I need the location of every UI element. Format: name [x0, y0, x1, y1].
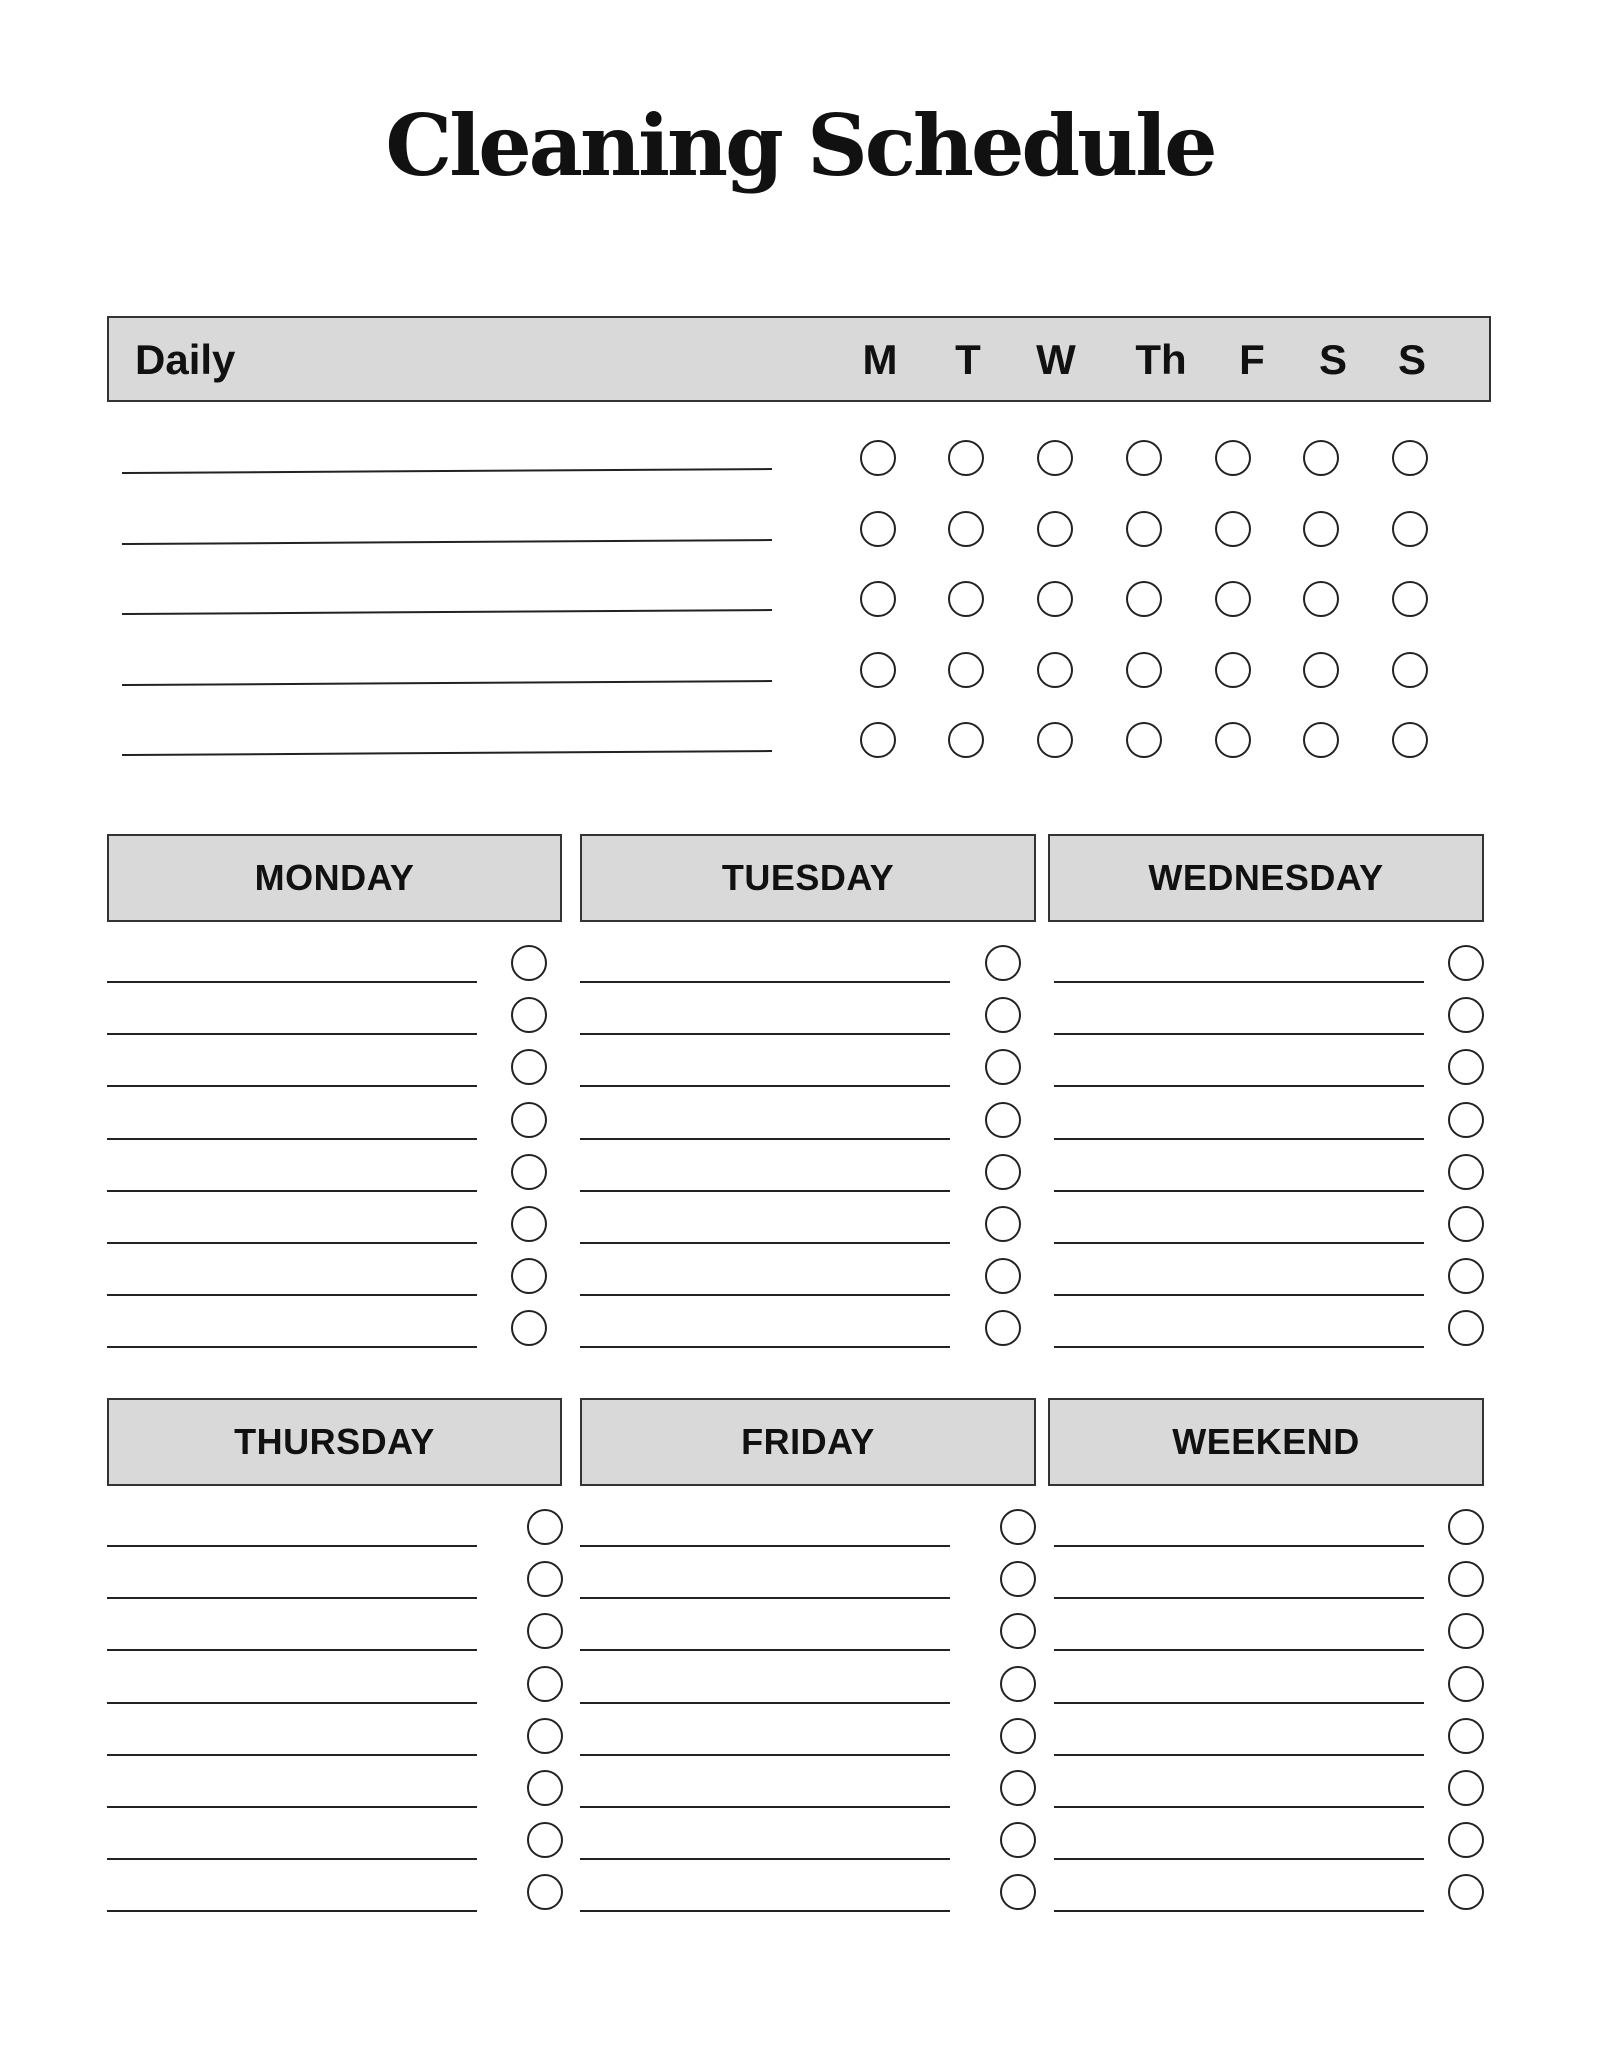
thursday-task-line[interactable]	[107, 1858, 477, 1860]
monday-task-checkbox[interactable]	[511, 1206, 547, 1242]
tuesday-task-checkbox[interactable]	[985, 945, 1021, 981]
friday-task-checkbox[interactable]	[1000, 1718, 1036, 1754]
friday-task-checkbox[interactable]	[1000, 1613, 1036, 1649]
thursday-task-checkbox[interactable]	[527, 1613, 563, 1649]
header-tuesday: TUESDAY	[580, 834, 1036, 922]
thursday-task-checkbox[interactable]	[527, 1770, 563, 1806]
friday-task-line[interactable]	[580, 1545, 950, 1547]
wednesday-task-checkbox[interactable]	[1448, 1206, 1484, 1242]
thursday-task-line[interactable]	[107, 1754, 477, 1756]
daily-checkbox-wednesday[interactable]	[1037, 652, 1073, 688]
tuesday-task-line[interactable]	[580, 1294, 950, 1296]
daily-task-line[interactable]	[122, 609, 772, 615]
weekend-task-line[interactable]	[1054, 1545, 1424, 1547]
weekend-task-line[interactable]	[1054, 1806, 1424, 1808]
wednesday-task-checkbox[interactable]	[1448, 1154, 1484, 1190]
tuesday-task-checkbox[interactable]	[985, 1310, 1021, 1346]
header-weekend: WEEKEND	[1048, 1398, 1484, 1486]
tuesday-task-line[interactable]	[580, 1190, 950, 1192]
daily-checkbox-saturday[interactable]	[1303, 722, 1339, 758]
wednesday-task-line[interactable]	[1054, 981, 1424, 983]
monday-task-line[interactable]	[107, 1242, 477, 1244]
friday-task-line[interactable]	[580, 1754, 950, 1756]
daily-task-line[interactable]	[122, 750, 772, 756]
monday-task-checkbox[interactable]	[511, 1102, 547, 1138]
friday-task-checkbox[interactable]	[1000, 1874, 1036, 1910]
daily-checkbox-wednesday[interactable]	[1037, 722, 1073, 758]
tuesday-task-line[interactable]	[580, 1346, 950, 1348]
daily-header	[107, 316, 1491, 402]
daily-task-line[interactable]	[122, 539, 772, 545]
daily-checkbox-thursday[interactable]	[1126, 581, 1162, 617]
daily-checkbox-friday[interactable]	[1215, 440, 1251, 476]
daily-checkbox-monday[interactable]	[860, 652, 896, 688]
daily-checkbox-tuesday[interactable]	[948, 511, 984, 547]
wednesday-task-line[interactable]	[1054, 1138, 1424, 1140]
thursday-task-checkbox[interactable]	[527, 1509, 563, 1545]
wednesday-task-checkbox[interactable]	[1448, 1310, 1484, 1346]
day-wednesday: W	[1036, 336, 1076, 383]
daily-checkbox-tuesday[interactable]	[948, 581, 984, 617]
daily-checkbox-monday[interactable]	[860, 722, 896, 758]
weekend-task-line[interactable]	[1054, 1597, 1424, 1599]
wednesday-task-line[interactable]	[1054, 1294, 1424, 1296]
monday-task-line[interactable]	[107, 981, 477, 983]
daily-checkbox-thursday[interactable]	[1126, 652, 1162, 688]
tuesday-task-checkbox[interactable]	[985, 1206, 1021, 1242]
wednesday-task-line[interactable]	[1054, 1085, 1424, 1087]
thursday-task-line[interactable]	[107, 1806, 477, 1808]
daily-checkbox-wednesday[interactable]	[1037, 511, 1073, 547]
weekend-task-line[interactable]	[1054, 1858, 1424, 1860]
thursday-task-checkbox[interactable]	[527, 1822, 563, 1858]
thursday-task-line[interactable]	[107, 1702, 477, 1704]
daily-checkbox-tuesday[interactable]	[948, 440, 984, 476]
tuesday-task-checkbox[interactable]	[985, 997, 1021, 1033]
friday-task-line[interactable]	[580, 1702, 950, 1704]
monday-task-checkbox[interactable]	[511, 1154, 547, 1190]
daily-checkbox-thursday[interactable]	[1126, 440, 1162, 476]
daily-checkbox-friday[interactable]	[1215, 652, 1251, 688]
friday-task-checkbox[interactable]	[1000, 1770, 1036, 1806]
day-saturday: S	[1318, 336, 1347, 383]
weekend-task-line[interactable]	[1054, 1649, 1424, 1651]
daily-checkbox-saturday[interactable]	[1303, 440, 1339, 476]
weekend-task-checkbox[interactable]	[1448, 1770, 1484, 1806]
daily-checkbox-friday[interactable]	[1215, 581, 1251, 617]
weekend-task-checkbox[interactable]	[1448, 1666, 1484, 1702]
wednesday-task-line[interactable]	[1054, 1033, 1424, 1035]
tuesday-task-line[interactable]	[580, 1242, 950, 1244]
daily-checkbox-tuesday[interactable]	[948, 652, 984, 688]
friday-task-checkbox[interactable]	[1000, 1822, 1036, 1858]
daily-checkbox-wednesday[interactable]	[1037, 581, 1073, 617]
tuesday-task-line[interactable]	[580, 981, 950, 983]
wednesday-task-checkbox[interactable]	[1448, 1102, 1484, 1138]
daily-task-line[interactable]	[122, 680, 772, 686]
daily-checkbox-thursday[interactable]	[1126, 722, 1162, 758]
daily-checkbox-friday[interactable]	[1215, 511, 1251, 547]
daily-checkbox-wednesday[interactable]	[1037, 440, 1073, 476]
tuesday-task-line[interactable]	[580, 1138, 950, 1140]
header-wednesday: WEDNESDAY	[1048, 834, 1484, 922]
friday-task-checkbox[interactable]	[1000, 1666, 1036, 1702]
friday-task-checkbox[interactable]	[1000, 1561, 1036, 1597]
daily-checkbox-monday[interactable]	[860, 511, 896, 547]
daily-checkbox-monday[interactable]	[860, 440, 896, 476]
day-monday: M	[862, 336, 898, 383]
daily-checkbox-sunday[interactable]	[1392, 652, 1428, 688]
monday-task-line[interactable]	[107, 1346, 477, 1348]
weekend-task-checkbox[interactable]	[1448, 1874, 1484, 1910]
friday-task-line[interactable]	[580, 1649, 950, 1651]
weekend-task-checkbox[interactable]	[1448, 1613, 1484, 1649]
daily-checkbox-friday[interactable]	[1215, 722, 1251, 758]
friday-task-line[interactable]	[580, 1858, 950, 1860]
thursday-task-line[interactable]	[107, 1545, 477, 1547]
tuesday-task-line[interactable]	[580, 1085, 950, 1087]
daily-checkbox-saturday[interactable]	[1303, 581, 1339, 617]
daily-checkbox-saturday[interactable]	[1303, 652, 1339, 688]
friday-task-checkbox[interactable]	[1000, 1509, 1036, 1545]
weekend-task-line[interactable]	[1054, 1910, 1424, 1912]
daily-task-line[interactable]	[122, 468, 772, 474]
daily-checkbox-sunday[interactable]	[1392, 440, 1428, 476]
thursday-task-checkbox[interactable]	[527, 1666, 563, 1702]
weekend-task-line[interactable]	[1054, 1754, 1424, 1756]
daily-checkbox-sunday[interactable]	[1392, 581, 1428, 617]
day-friday: F	[1239, 336, 1265, 383]
monday-task-checkbox[interactable]	[511, 1049, 547, 1085]
monday-task-line[interactable]	[107, 1294, 477, 1296]
monday-task-line[interactable]	[107, 1190, 477, 1192]
daily-checkbox-tuesday[interactable]	[948, 722, 984, 758]
weekend-task-checkbox[interactable]	[1448, 1561, 1484, 1597]
friday-task-line[interactable]	[580, 1597, 950, 1599]
thursday-task-line[interactable]	[107, 1597, 477, 1599]
monday-task-line[interactable]	[107, 1085, 477, 1087]
monday-task-checkbox[interactable]	[511, 1310, 547, 1346]
thursday-task-checkbox[interactable]	[527, 1561, 563, 1597]
tuesday-task-checkbox[interactable]	[985, 1049, 1021, 1085]
friday-task-line[interactable]	[580, 1910, 950, 1912]
monday-task-checkbox[interactable]	[511, 997, 547, 1033]
tuesday-task-checkbox[interactable]	[985, 1102, 1021, 1138]
thursday-task-checkbox[interactable]	[527, 1718, 563, 1754]
header-thursday: THURSDAY	[107, 1398, 562, 1486]
weekend-task-line[interactable]	[1054, 1702, 1424, 1704]
header-friday: FRIDAY	[580, 1398, 1036, 1486]
daily-checkbox-monday[interactable]	[860, 581, 896, 617]
daily-checkbox-thursday[interactable]	[1126, 511, 1162, 547]
thursday-task-line[interactable]	[107, 1910, 477, 1912]
weekend-task-checkbox[interactable]	[1448, 1718, 1484, 1754]
thursday-task-line[interactable]	[107, 1649, 477, 1651]
monday-task-line[interactable]	[107, 1033, 477, 1035]
daily-checkbox-sunday[interactable]	[1392, 722, 1428, 758]
tuesday-task-checkbox[interactable]	[985, 1154, 1021, 1190]
wednesday-task-checkbox[interactable]	[1448, 1258, 1484, 1294]
wednesday-task-checkbox[interactable]	[1448, 945, 1484, 981]
wednesday-task-checkbox[interactable]	[1448, 1049, 1484, 1085]
day-tuesday: T	[955, 336, 981, 383]
weekend-task-checkbox[interactable]	[1448, 1509, 1484, 1545]
friday-task-line[interactable]	[580, 1806, 950, 1808]
wednesday-task-checkbox[interactable]	[1448, 997, 1484, 1033]
tuesday-task-line[interactable]	[580, 1033, 950, 1035]
day-thursday: Th	[1135, 336, 1187, 383]
daily-checkbox-saturday[interactable]	[1303, 511, 1339, 547]
tuesday-task-checkbox[interactable]	[985, 1258, 1021, 1294]
day-sunday: S	[1397, 336, 1426, 383]
daily-label: Daily	[135, 336, 236, 383]
header-monday: MONDAY	[107, 834, 562, 922]
daily-checkbox-sunday[interactable]	[1392, 511, 1428, 547]
wednesday-task-line[interactable]	[1054, 1242, 1424, 1244]
weekend-task-checkbox[interactable]	[1448, 1822, 1484, 1858]
thursday-task-checkbox[interactable]	[527, 1874, 563, 1910]
monday-task-line[interactable]	[107, 1138, 477, 1140]
monday-task-checkbox[interactable]	[511, 1258, 547, 1294]
wednesday-task-line[interactable]	[1054, 1346, 1424, 1348]
wednesday-task-line[interactable]	[1054, 1190, 1424, 1192]
monday-task-checkbox[interactable]	[511, 945, 547, 981]
page-title: Cleaning Schedule	[385, 96, 1215, 195]
